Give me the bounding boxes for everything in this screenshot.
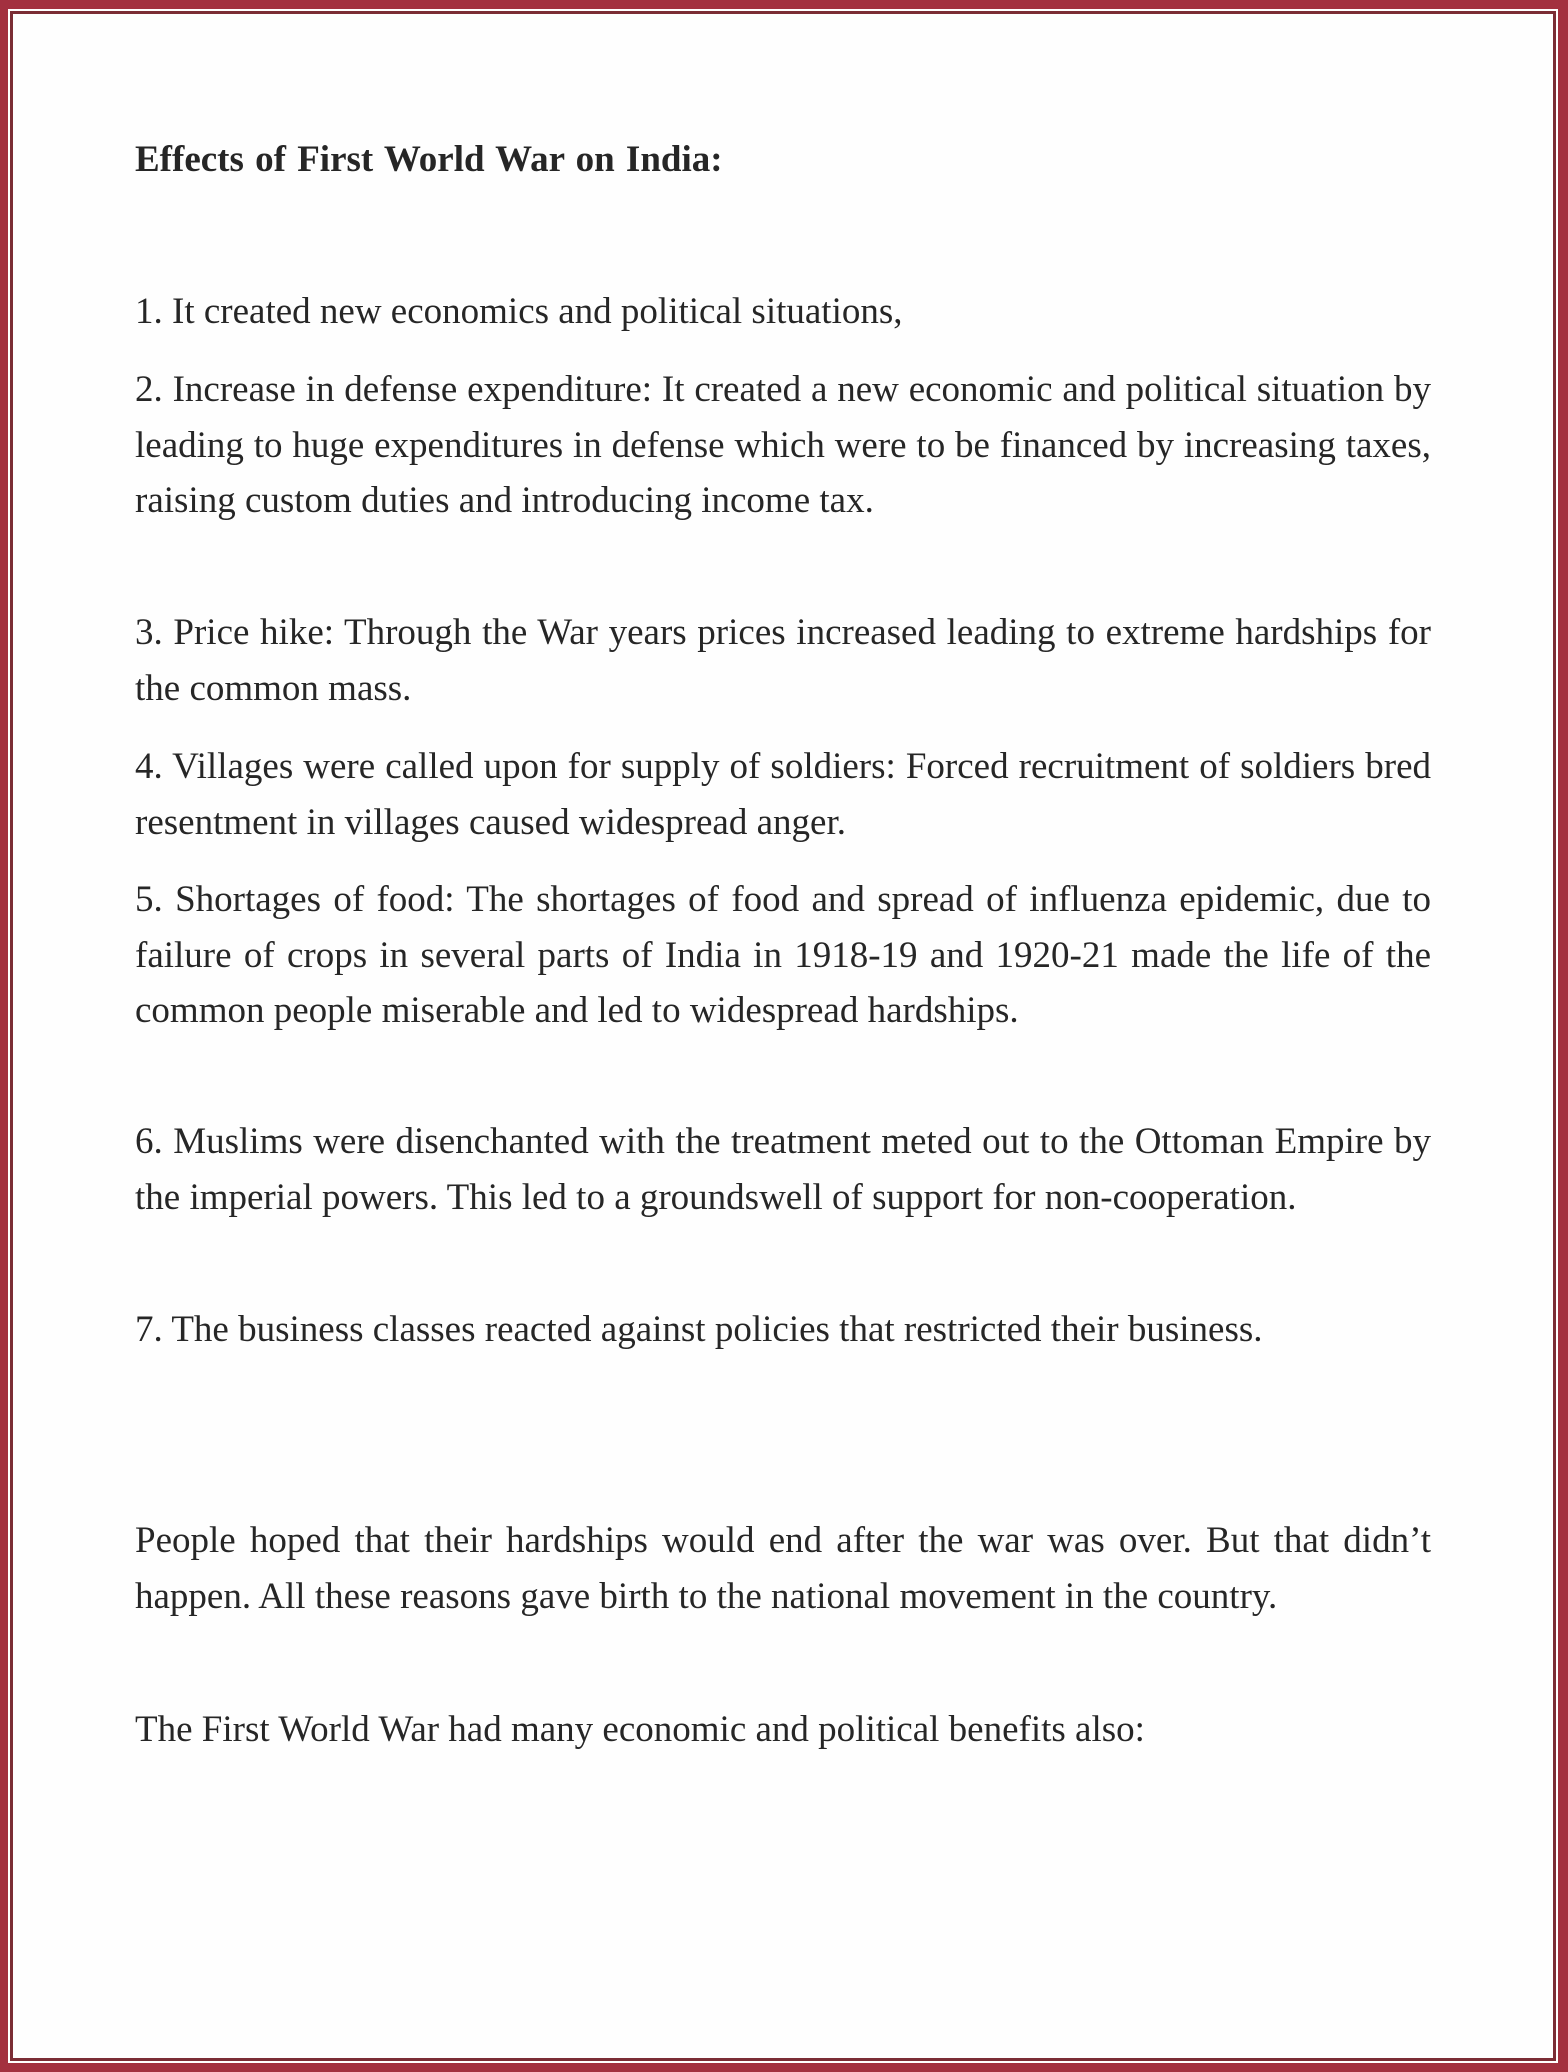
list-item-4: 4. Villages were called upon for supply of soldiers: Forced recruitment of soldiers bred resentment in villages caused widespread anger. bbox=[135, 746, 1431, 843]
list-item-6: 6. Muslims were disenchanted with the treatment meted out to the Ottoman Empire by the imperial powers. This led to a groundswell of support for non-cooperation. bbox=[135, 1121, 1431, 1218]
list-item-7: 7. The business classes reacted against policies that restricted their business. bbox=[135, 1309, 1263, 1350]
list-item-1: 1. It created new economics and political situations, bbox=[135, 291, 903, 332]
list-item-2: 2. Increase in defense expenditure: It created a new economic and political situation by leading to huge expenditures in defense which were to be financed by increasing taxes, raising custom duties and introducing income tax. bbox=[135, 369, 1431, 521]
page-title: Effects of First World War on India: bbox=[135, 139, 723, 180]
benefits-intro: The First World War had many economic and political benefits also: bbox=[135, 1709, 1145, 1750]
conclusion-paragraph: People hoped that their hardships would end after the war was over. But that didn’t happen. All these reasons gave birth to the national movement in the country. bbox=[135, 1520, 1431, 1617]
list-item-5: 5. Shortages of food: The shortages of food and spread of influenza epidemic, due to failure of crops in several parts of India in 1918-19 and 1920-21 made the life of the common people miserable and led to widespread hardships. bbox=[135, 879, 1431, 1031]
list-item-3: 3. Price hike: Through the War years prices increased leading to extreme hardships for the common mass. bbox=[135, 612, 1431, 709]
